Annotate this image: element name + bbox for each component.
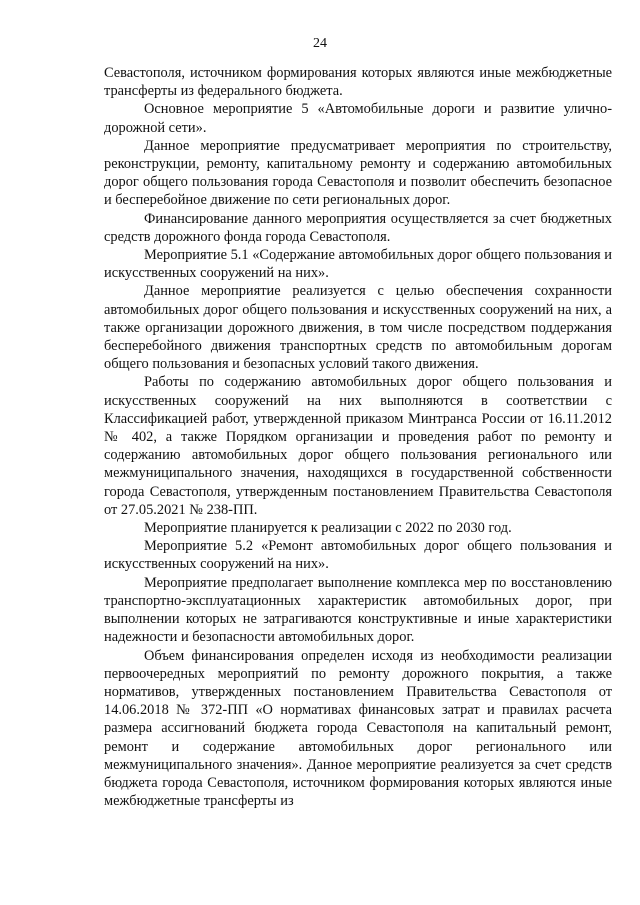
document-body <box>104 64 612 810</box>
paragraph-activity-5-2-description: Мероприятие предполагает выполнение комплекса мер по восстановлению транспортно-эксплуатационных характеристик автомобильных дорог, при выполнении которых не затрагиваются конструктивные и иные характеристики надежности и безопасности автомобильных дорог. <box>104 574 612 646</box>
paragraph-schedule: Мероприятие планируется к реализации с 2022 по 2030 год. <box>144 520 512 537</box>
paragraph-activity-description: Данное мероприятие предусматривает мероприятия по строительству, реконструкции, ремонту, капитальному ремонту и содержанию автомобильных дорог общего пользования города Севастополя и позволит обеспечить безопасное и бесперебойное движение по сети региональных дорог. <box>104 137 612 209</box>
paragraph-financing-volume: Объем финансирования определен исходя из необходимости реализации первоочередных мероприятий по ремонту дорожного покрытия, а также нормативов, утвержденных постановлением Правительства Севастополя от 14.06.2018 № 372-ПП «О нормативах финансовых затрат и правилах расчета размера ассигнований бюджета города Севастополя на капитальный ремонт, ремонт и содержание автомобильных дорог регионального или межмуниципального значения». Данное мероприятие реализуется за счет средств бюджета города Севастополя, источником формирования которых являются иные межбюджетные трансферты из <box>104 647 612 810</box>
paragraph-maintenance-works: Работы по содержанию автомобильных дорог общего пользования и искусственных сооружений на них выполняются в соответствии с Классификацией работ, утвержденной приказом Минтранса России от 16.11.2012 № 402, а также Порядком организации и проведения работ по ремонту и содержанию автомобильных дорог общего пользования регионального или межмуниципального значения, находящихся в государственной собственности города Севастополя, утвержденным постановлением Правительства Севастополя от 27.05.2021 № 238-ПП. <box>104 374 612 518</box>
paragraph-activity-5-1: Мероприятие 5.1 «Содержание автомобильных дорог общего пользования и искусственных сооружений на них». <box>104 247 612 282</box>
paragraph-financing: Финансирование данного мероприятия осуществляется за счет бюджетных средств дорожного фонда города Севастополя. <box>104 210 612 245</box>
paragraph-main-activity-5: Основное мероприятие 5 «Автомобильные дороги и развитие улично-дорожной сети». <box>104 101 612 136</box>
paragraph-activity-5-1-purpose: Данное мероприятие реализуется с целью обеспечения сохранности автомобильных дорог общего пользования и искусственных сооружений на них, а также организации дорожного движения, в том числе посредством поддержания бесперебойного движения транспортных средств по автомобильным дорогам общего пользования и безопасных условий такого движения. <box>104 283 612 373</box>
page-number: 24 <box>313 36 327 51</box>
paragraph-activity-5-2: Мероприятие 5.2 «Ремонт автомобильных дорог общего пользования и искусственных сооружений на них». <box>104 538 612 573</box>
paragraph-continuation: Севастополя, источником формирования которых являются иные межбюджетные трансферты из федерального бюджета. <box>104 65 612 100</box>
